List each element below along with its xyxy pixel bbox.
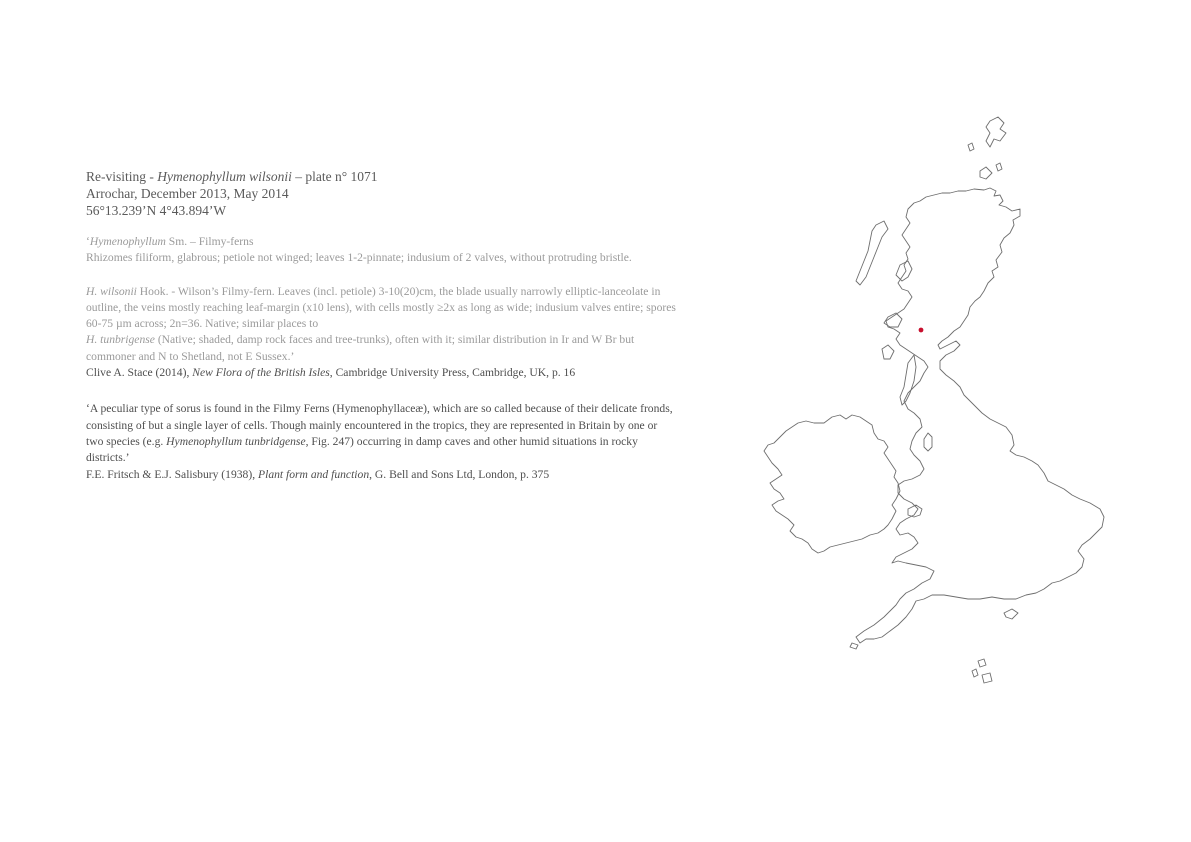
species-text: Hook. - Wilson’s Filmy-fern. Leaves (incl. petiole) 3-10(20)cm, the blade usually narrowly elliptic-lanceolate in outline, the veins mostly reaching leaf-margin (x10 lens), with cells mostly ≥2x as long as wide; indusium valves entire; spores 60-75 µm across; 2n=36. Native; similar places to — [86, 284, 676, 331]
skye-outline — [896, 261, 912, 281]
quote-text-a: ‘A peculiar type of sorus is found in the Filmy Ferns (Hymenophyllaceæ), which are so called because of their delicate fronds, consisting of but a single layer of cells. Though mainly encountered in the tropics, they are represented in Britain by one or two species (e.g. — [86, 402, 673, 448]
location-marker — [919, 328, 924, 333]
citation-author: F.E. Fritsch & E.J. Salisbury (1938), — [86, 467, 259, 481]
genus-name: Hymenophyllum — [89, 235, 166, 248]
citation-publisher: , Cambridge University Press, Cambridge, UK, p. 16 — [329, 366, 576, 380]
scilly-outline — [850, 643, 858, 649]
ireland-outline — [764, 415, 900, 553]
channel-islands-outline — [978, 659, 986, 667]
quote-species: Hymenophyllum tunbridgense — [166, 434, 306, 448]
great-britain-outline — [856, 188, 1104, 643]
species-name: H. wilsonii — [86, 284, 137, 298]
orkney-outline — [980, 167, 992, 179]
citation-title: Plant form and function — [258, 467, 370, 481]
map-outline — [728, 105, 1113, 695]
related-species-name: H. tunbrigense — [86, 333, 155, 347]
coordinates: 56°13.239’N 4°43.894’W — [86, 203, 227, 218]
citation-title: New Flora of the British Isles — [192, 366, 330, 380]
kintyre-outline — [900, 355, 916, 405]
channel-islands-outline-2 — [982, 673, 992, 683]
quote-text-b: , Fig. 247) occurring in damp caves and other humid situations in rocky districts.’ — [86, 434, 638, 465]
genus-description — [86, 234, 676, 267]
citation-author: Clive A. Stace (2014), — [86, 366, 193, 380]
isle-of-man-outline — [924, 433, 932, 451]
title-prefix: Re-visiting - — [86, 169, 158, 184]
genus-text: Rhizomes filiform, glabrous; petiole not winged; leaves 1-2-pinnate; indusium of 2 valves, without protruding bristle. — [86, 251, 632, 265]
outer-hebrides-outline — [856, 221, 888, 285]
shetland-outline — [986, 117, 1006, 147]
plate-title — [86, 168, 676, 185]
related-species-text: (Native; shaded, damp rock faces and tree-trunks), often with it; similar distribution in Ir and W Br but commoner and N to Shetland, not E Sussex.’ — [86, 333, 635, 363]
anglesey-outline — [908, 505, 922, 517]
channel-islands-outline-3 — [972, 669, 978, 677]
british-isles-map — [728, 105, 1113, 695]
citation-publisher: , G. Bell and Sons Ltd, London, p. 375 — [369, 467, 550, 481]
genus-common-name: Sm. – Filmy-ferns — [165, 235, 254, 248]
text-column — [86, 168, 676, 483]
stace-citation — [86, 365, 676, 381]
shetland-islet — [968, 143, 974, 151]
location-date: Arrochar, December 2013, May 2014 — [86, 186, 289, 201]
isle-of-wight-outline — [1004, 609, 1018, 619]
orkney-islets — [996, 163, 1002, 171]
quote-open: ‘ — [86, 235, 90, 248]
fritsch-quote — [86, 401, 676, 466]
fritsch-citation — [86, 467, 676, 483]
title-species: Hymenophyllum wilsonii — [157, 169, 292, 184]
title-plate-number: – plate n° 1071 — [291, 169, 378, 184]
islay-outline — [882, 345, 894, 359]
species-description — [86, 284, 676, 365]
